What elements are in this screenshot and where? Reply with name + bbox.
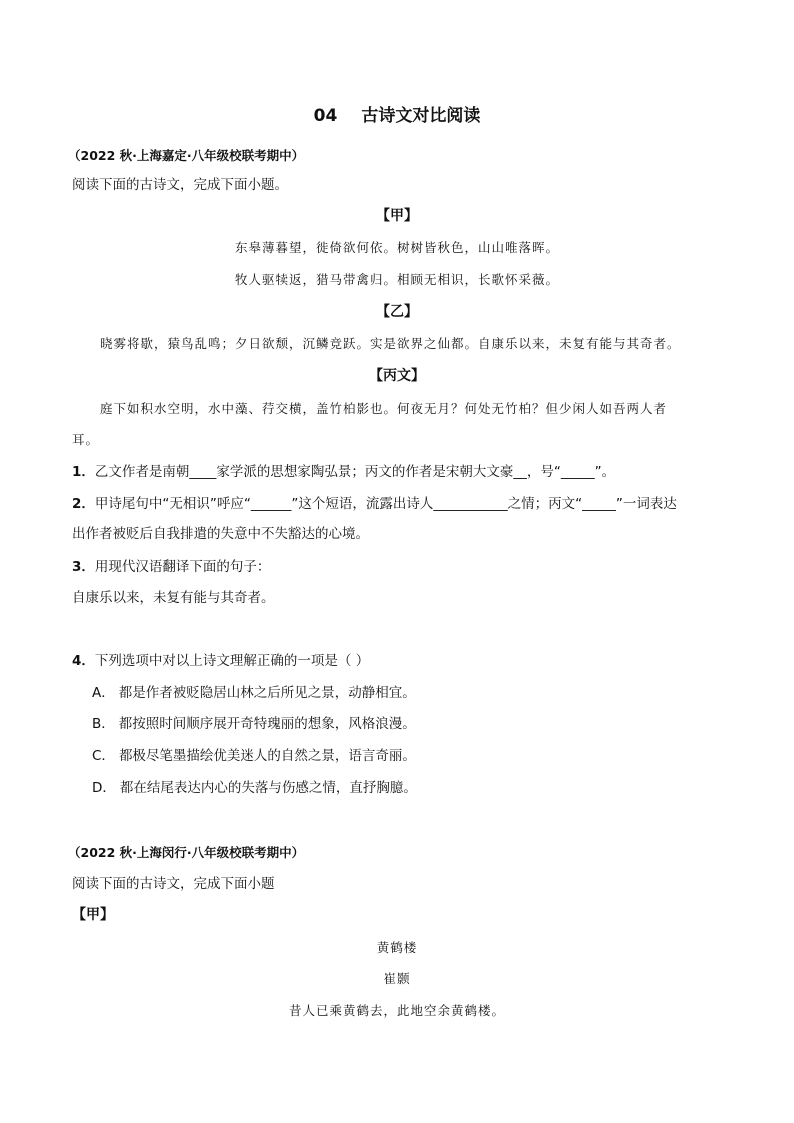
option-a-letter: A． — [92, 685, 115, 701]
question-4-text: 下列选项中对以上诗文理解正确的一项是（ ） — [94, 653, 370, 669]
option-b[interactable] — [92, 714, 416, 734]
option-c-letter: C． — [92, 748, 115, 764]
poem-line-1: 昔人已乘黄鹤去，此地空余黄鹤楼。 — [288, 1003, 505, 1018]
option-a-text: 都是作者被贬隐居山林之后所见之景，动静相宜。 — [118, 685, 416, 701]
question-1-text: 乙文作者是南朝____家学派的思想家陶弘景；丙文的作者是宋朝大文豪__，号“_____”。 — [94, 464, 616, 480]
bing-text-line-2: 耳。 — [72, 432, 100, 447]
question-3-number: 3． — [72, 559, 95, 575]
question-3-text: 用现代汉语翻译下面的句子： — [94, 559, 271, 575]
question-4 — [72, 651, 369, 671]
section2-instruction: 阅读下面的古诗文，完成下面小题 — [72, 876, 275, 892]
poem-author: 崔颢 — [383, 971, 411, 986]
option-a[interactable] — [92, 683, 416, 703]
option-d[interactable] — [92, 778, 417, 798]
option-c-text: 都极尽笔墨描绘优美迷人的自然之景，语言奇丽。 — [118, 748, 416, 764]
question-3 — [72, 557, 270, 577]
question-2-text: 甲诗尾句中“无相识”呼应“______”这个短语，流露出诗人___________之情；丙文“_____”一词表达 — [94, 496, 677, 512]
page-title — [0, 104, 794, 128]
section1-source: （2022 秋·上海嘉定·八年级校联考期中） — [68, 148, 305, 163]
question-1 — [72, 462, 615, 482]
option-c[interactable] — [92, 746, 416, 766]
title-text: 古诗文对比阅读 — [361, 106, 481, 126]
section2-source: （2022 秋·上海闵行·八年级校联考期中） — [68, 845, 305, 860]
title-number: 04 — [313, 106, 338, 126]
yi-heading: 【乙】 — [376, 304, 418, 320]
question-4-number: 4． — [72, 653, 95, 669]
section2-jia-heading: 【甲】 — [72, 907, 114, 923]
bing-text-line-1: 庭下如积水空明，水中藻、荇交横，盖竹柏影也。何夜无月？何处无竹柏？但少闲人如吾两人者 — [100, 401, 668, 416]
option-d-letter: D． — [92, 780, 116, 796]
jia-poem-line-2: 牧人驱犊返，猎马带禽归。相顾无相识，长歌怀采薇。 — [234, 272, 559, 287]
jia-heading: 【甲】 — [376, 208, 418, 224]
section1-instruction: 阅读下面的古诗文，完成下面小题。 — [72, 177, 288, 193]
option-b-letter: B． — [92, 716, 115, 732]
question-2-number: 2． — [72, 496, 95, 512]
option-b-text: 都按照时间顺序展开奇特瑰丽的想象，风格浪漫。 — [118, 716, 416, 732]
option-d-text: 都在结尾表达内心的失落与伤感之情，直抒胸臆。 — [119, 780, 417, 796]
yi-text: 晓雾将歇，猿鸟乱鸣；夕日欲颓，沉鳞竞跃。实是欲界之仙都。自康乐以来，未复有能与其奇者。 — [100, 336, 681, 351]
question-2 — [72, 494, 677, 514]
question-3-sentence: 自康乐以来，未复有能与其奇者。 — [72, 590, 275, 606]
question-2-continuation: 出作者被贬后自我排遣的失意中不失豁达的心境。 — [72, 526, 369, 542]
poem-title: 黄鹤楼 — [376, 940, 418, 955]
question-1-number: 1． — [72, 464, 95, 480]
bing-heading: 【丙文】 — [369, 368, 425, 384]
jia-poem-line-1: 东皋薄暮望，徙倚欲何依。树树皆秋色，山山唯落晖。 — [234, 240, 559, 255]
